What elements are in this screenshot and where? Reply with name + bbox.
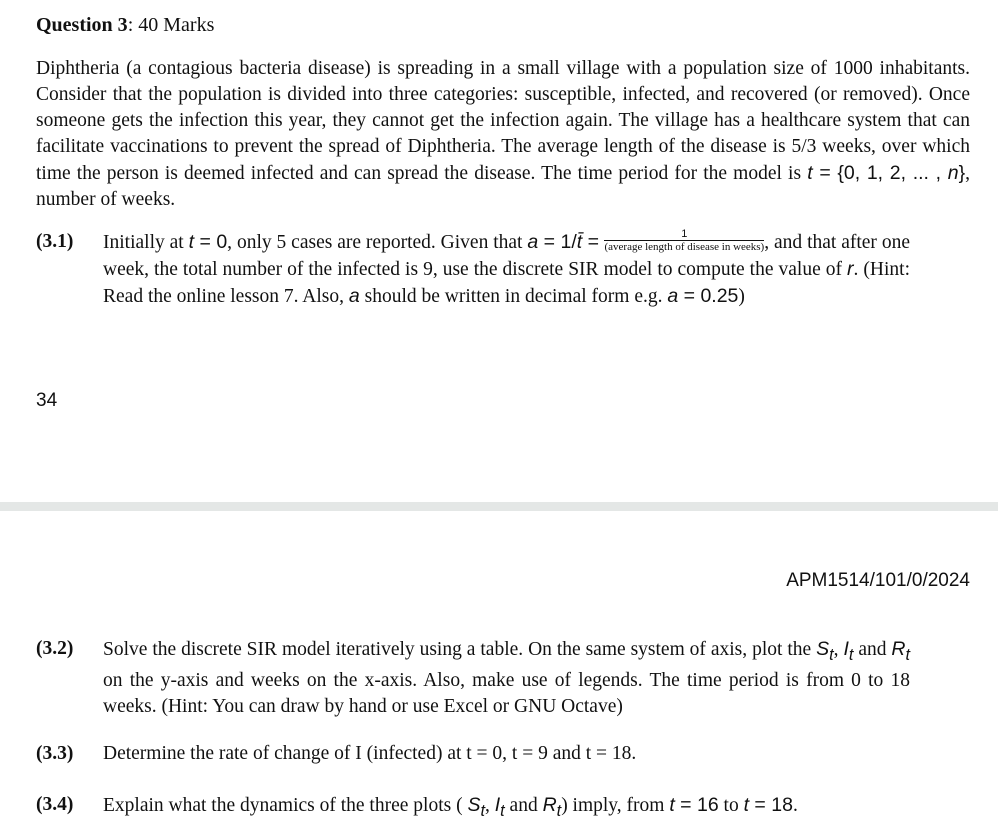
math-sub: t bbox=[500, 801, 505, 820]
math: t bbox=[743, 794, 750, 816]
math-sub: t bbox=[848, 645, 854, 664]
math: = 18 bbox=[749, 794, 793, 816]
question-number: Question 3 bbox=[36, 14, 128, 36]
text: on the y-axis and weeks on the x-axis. Also, make use of legends. The time period is from 0 to 18 weeks. (Hint: You can draw by hand or use Excel or GNU Octave) bbox=[103, 669, 910, 717]
math: R bbox=[891, 638, 906, 660]
text: , bbox=[833, 639, 844, 660]
question-intro bbox=[36, 56, 970, 213]
fraction-numerator: 1 bbox=[604, 228, 764, 241]
item-label: (3.4) bbox=[36, 794, 74, 815]
math: r bbox=[847, 258, 854, 281]
math: = 0 bbox=[194, 231, 228, 253]
math: = bbox=[582, 231, 605, 253]
item-label: (3.3) bbox=[36, 743, 74, 764]
text: ) imply, from bbox=[561, 795, 670, 816]
text: , and that after one week, the total number of the infected is 9, use the discrete SIR model to compute the value of bbox=[103, 232, 910, 281]
item-text bbox=[103, 229, 910, 310]
math: = 16 bbox=[674, 794, 719, 816]
math: S bbox=[816, 638, 830, 660]
math: = 1/ bbox=[538, 231, 577, 253]
math-sub: t bbox=[480, 801, 485, 820]
math-close: } bbox=[958, 162, 966, 184]
item-3-3 bbox=[36, 741, 910, 767]
math: t bbox=[669, 794, 675, 816]
text: , bbox=[484, 795, 495, 816]
item-3-2 bbox=[36, 636, 910, 720]
math: t̄ bbox=[576, 231, 583, 253]
text: Solve the discrete SIR model iteratively using a table. On the same system of axis, plot the bbox=[103, 639, 817, 660]
text: . (Hint: Read the online lesson 7. Also, bbox=[103, 259, 910, 308]
text: should be written in decimal form e.g. bbox=[359, 286, 668, 308]
item-text bbox=[103, 792, 976, 824]
math-n: n bbox=[947, 162, 959, 184]
page-code: APM1514/101/0/2024 bbox=[786, 570, 970, 591]
question-marks: : 40 Marks bbox=[127, 14, 215, 36]
math-set: = {0, 1, 2, ... , bbox=[812, 162, 948, 184]
intro-text: Diphtheria (a contagious bacteria disease) is spreading in a small village with a population size of 1000 inhabitants. Consider that the population is divided into three categories: susceptible, infected, and recovered (or removed). Once someone gets the infection this year, they cannot get the infection again. The village has a healthcare system that can facilitate vaccinations to prevent the spread of Diphtheria. The average length of the disease is 5/3 weeks, over which time the person is deemed infected and can spread the disease. The time period for the model is bbox=[36, 58, 970, 184]
item-3-4 bbox=[36, 792, 976, 824]
math: S bbox=[467, 794, 481, 816]
item-text bbox=[103, 636, 910, 720]
fraction bbox=[604, 228, 764, 253]
math: a bbox=[667, 285, 679, 308]
text: , only 5 cases are reported. Given that bbox=[227, 232, 528, 253]
fraction-denominator: (average length of disease in weeks) bbox=[604, 241, 765, 254]
text: and bbox=[504, 795, 543, 816]
math: t bbox=[188, 231, 195, 253]
math-sub: t bbox=[556, 801, 562, 820]
text: Initially at bbox=[103, 232, 189, 253]
text: to bbox=[718, 795, 744, 816]
math: I bbox=[494, 794, 501, 816]
item-text: Determine the rate of change of I (infected) at t = 0, t = 9 and t = 18. bbox=[103, 743, 637, 764]
text: ) bbox=[738, 286, 745, 308]
math: a bbox=[527, 231, 539, 253]
text: Explain what the dynamics of the three plots ( bbox=[103, 795, 468, 816]
math: = 0.25 bbox=[678, 285, 739, 308]
item-label: (3.1) bbox=[36, 231, 74, 252]
math-sub: t bbox=[829, 645, 834, 664]
intro-end: , number of weeks. bbox=[36, 163, 970, 210]
math: I bbox=[843, 638, 849, 660]
page-divider bbox=[0, 502, 998, 511]
math: R bbox=[542, 794, 557, 816]
question-title bbox=[36, 14, 214, 37]
answer-text: 34 bbox=[36, 390, 58, 411]
math-t: t bbox=[807, 162, 813, 184]
math-sub: t bbox=[905, 645, 911, 664]
text: . bbox=[792, 795, 798, 816]
text: and bbox=[853, 639, 892, 660]
item-3-1 bbox=[36, 229, 910, 310]
math: a bbox=[348, 285, 360, 308]
item-label: (3.2) bbox=[36, 638, 74, 659]
